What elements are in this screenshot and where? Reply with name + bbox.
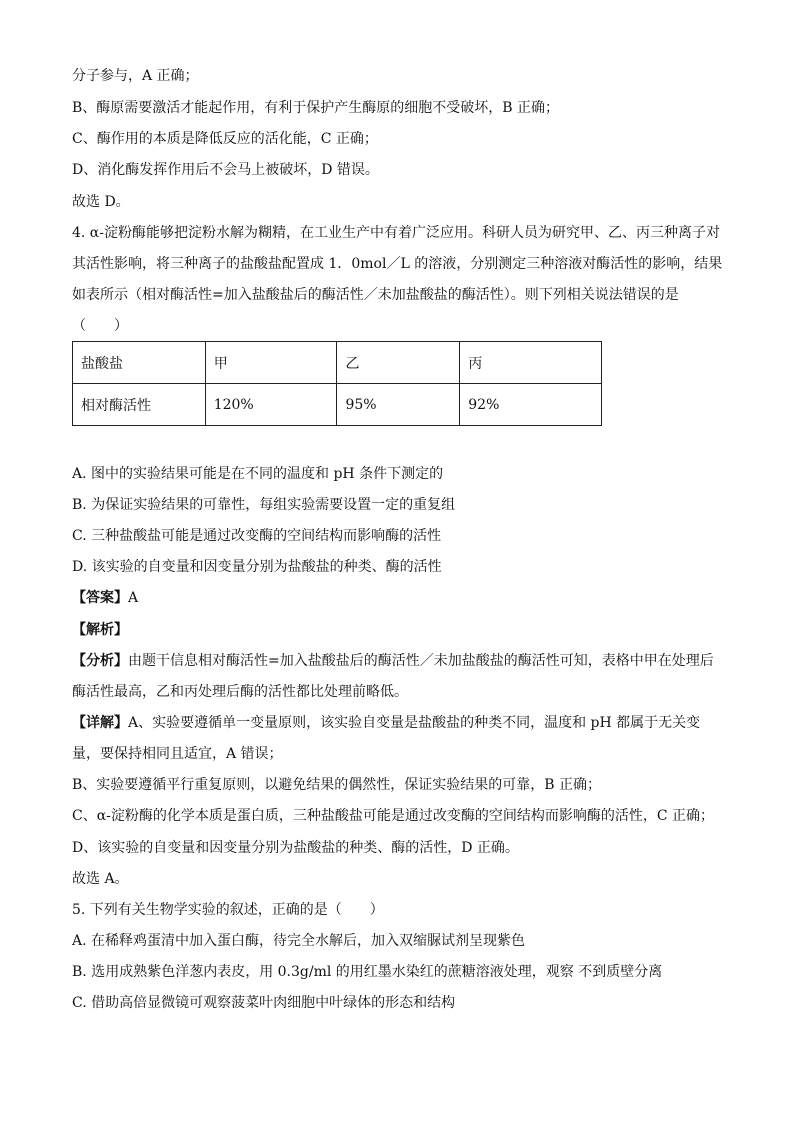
q4-detail-line-4: C、α-淀粉酶的化学本质是蛋白质，三种盐酸盐可能是通过改变酶的空间结构而影响酶的活性，C 正确； [72, 808, 715, 824]
table-row [73, 384, 602, 426]
table-cell: 盐酸盐 [73, 342, 206, 384]
q4-answer [72, 588, 734, 608]
table-cell: 甲 [205, 342, 337, 384]
q4-stem-line-3: 如表所示（相对酶活性=加入盐酸盐后的酶活性／未加盐酸盐的酶活性）。则下列相关说法错误的是 [72, 287, 679, 303]
prev-answer-line-3: C、酶作用的本质是降低反应的活化能，C 正确； [72, 131, 378, 147]
prev-answer-line-4: D、消化酶发挥作用后不会马上被破坏，D 错误。 [72, 162, 379, 178]
q4-option-a: A. 图中的实验结果可能是在不同的温度和 pH 条件下测定的 [72, 466, 444, 482]
analysis-tag: 【分析】 [72, 653, 128, 669]
answer-label: 【答案】 [72, 590, 128, 606]
detail-text: A、实验要遵循单一变量原则，该实验自变量是盐酸盐的种类不同，温度和 pH 都属于无关变 [128, 715, 701, 731]
q4-analysis-label: 【解析】 [72, 622, 128, 638]
q4-detail-line-1 [72, 713, 734, 733]
q4-stem-line-1: 4. α-淀粉酶能够把淀粉水解为糊精，在工业生产中有着广泛应用。科研人员为研究甲、乙、丙三种离子对 [72, 225, 720, 241]
table-cell: 92% [460, 384, 602, 426]
prev-answer-line-1: 分子参与，A 正确； [72, 68, 199, 84]
q4-option-b: B. 为保证实验结果的可靠性，每组实验需要设置一定的重复组 [72, 497, 456, 513]
prev-answer-conclusion: 故选 D。 [72, 194, 130, 210]
table-cell: 丙 [460, 342, 602, 384]
q4-option-d: D. 该实验的自变量和因变量分别为盐酸盐的种类、酶的活性 [72, 559, 442, 575]
q4-detail-line-5: D、该实验的自变量和因变量分别为盐酸盐的种类、酶的活性，D 正确。 [72, 840, 519, 856]
table-cell: 120% [205, 384, 337, 426]
q4-data-table [72, 341, 602, 426]
table-cell: 95% [337, 384, 460, 426]
q5-option-a: A. 在稀释鸡蛋清中加入蛋白酶，待完全水解后，加入双缩脲试剂呈现紫色 [72, 933, 526, 949]
q5-option-b: B. 选用成熟紫色洋葱内表皮，用 0.3g/ml 的用红墨水染红的蔗糖溶液处理，观察 不到质壁分离 [72, 964, 663, 980]
table-cell: 相对酶活性 [73, 384, 206, 426]
detail-tag: 【详解】 [72, 715, 128, 731]
q4-stem-line-4: （ ） [72, 318, 128, 334]
q5-stem: 5. 下列有关生物学实验的叙述，正确的是（ ） [72, 902, 384, 918]
analysis-text: 由题干信息相对酶活性=加入盐酸盐后的酶活性／未加盐酸盐的酶活性可知，表格中甲在处理后 [128, 653, 714, 669]
q4-option-c: C. 三种盐酸盐可能是通过改变酶的空间结构而影响酶的活性 [72, 528, 442, 544]
q4-detail-line-3: B、实验要遵循平行重复原则，以避免结果的偶然性，保证实验结果的可靠，B 正确； [72, 777, 602, 793]
table-cell: 乙 [337, 342, 460, 384]
q4-analysis-line-1 [72, 651, 734, 671]
q4-detail-line-2: 量，要保持相同且适宜，A 错误； [72, 746, 283, 762]
q4-conclusion: 故选 A。 [72, 871, 129, 887]
prev-answer-line-2: B、酶原需要激活才能起作用，有利于保护产生酶原的细胞不受破坏，B 正确； [72, 100, 560, 116]
answer-value: A [128, 590, 139, 606]
table-header-row [73, 342, 602, 384]
q4-analysis-line-2: 酶活性最高，乙和丙处理后酶的活性都比处理前略低。 [72, 684, 408, 700]
q5-option-c: C. 借助高倍显微镜可观察菠菜叶肉细胞中叶绿体的形态和结构 [72, 995, 456, 1011]
q4-stem-line-2: 其活性影响，将三种离子的盐酸盐配置成 1．0mol／L 的溶液，分别测定三种溶液对酶活性的影响，结果 [72, 256, 723, 272]
